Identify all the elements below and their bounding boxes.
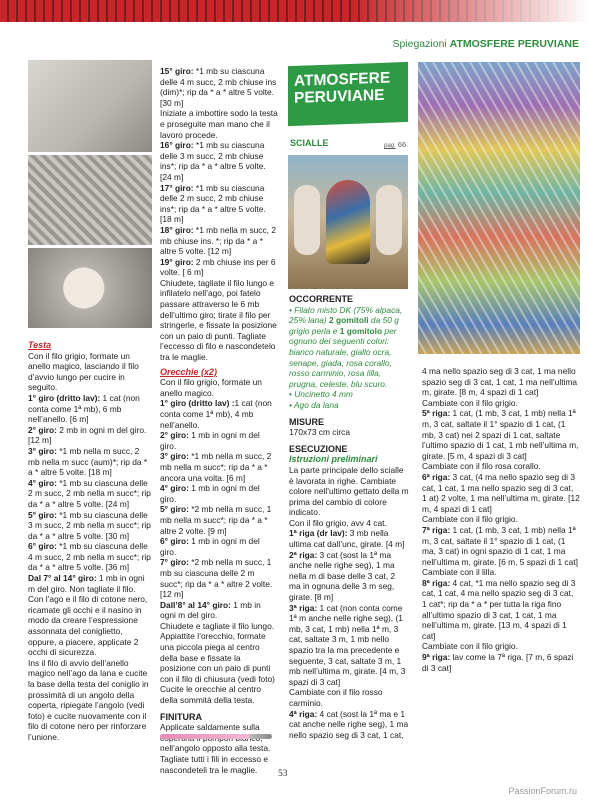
title-banner [288, 62, 408, 126]
testa-row-4: 4° giro: *1 mb su ciascuna delle 2 m succ, 2 mb nella m succ*; rip da * a * altre 5 volte. [24 m] [28, 477, 151, 509]
header-section: Spiegazioni [392, 38, 447, 50]
testa-sew: Ins il filo di avvio dell’anello magico nell’ago da lana e cucite la base della testa del coniglio in prossimità di un angolo della coperta, ripiegate l’angolo (vedi foto) e cucite nuovamente con il filo di cotone nero per rinforzare l’unione. [28, 657, 149, 742]
column-4 [422, 366, 580, 673]
orecchie-row-3: 3° giro: *1 mb nella m succ, 2 mb nella m succ*; rip da * a * ancora una volta. [6 m] [160, 451, 272, 483]
color-change-grey-1: Cambiate con il filo grigio. [422, 397, 518, 408]
testa-row-19: 19° giro: 2 mb chiuse ins per 6 volte. [ 6 m] [160, 256, 276, 278]
shawl-swatch-photo [418, 62, 580, 354]
top-bar-fade [0, 0, 589, 22]
model-figure [326, 180, 370, 264]
testa-row-17: 17° giro: *1 mb su ciascuna delle 2 m succ, 2 mb chiuse ins*; rip da * a * altre 5 volte. [18 m] [160, 182, 266, 225]
testa-row-1: 1° giro (dritto lav): 1 cat (non conta come 1ª mb), 6 mb nell’anello. [6 m] [28, 392, 140, 425]
scialle-start: Con il filo grigio, avv 4 cat. [289, 517, 387, 528]
orecchie-row-2: 2° giro: 1 mb in ogni m del giro. [160, 430, 260, 451]
heading-misure: MISURE [289, 416, 325, 427]
scialle-row-5: 5ª riga: 1 cat, (1 mb, 3 cat, 1 mb) nella 1ª m, 3 cat, saltate il 1° spazio di 1 cat, (1 mb, 3 cat) nei 2 spazi di 1 cat, saltate l’ultimo spazio di 1 cat, 1 mb nell’ultima m, girate. [5 m, 4 spazi di 3 cat] [422, 408, 579, 461]
orecchie-sew: Cucite le orecchie al centro della sommità della testa. [160, 684, 262, 706]
finitura-text: Applicate saldamente sulla nell’angolo opposto alla testa. Tagliate tutti i fili in eccesso e nascondeteli tra le maglie. [160, 722, 271, 775]
scialle-row-4: 4ª riga: 4 cat (sost la 1ª ma e 1 cat anche nelle righe seg), 1 ma nello spazio seg di 3 cat, 1 cat, [289, 708, 409, 740]
testa-row-15: 15° giro: *1 mb su ciascuna delle 4 m succ, 2 mb chiuse ins (dim)*; rip da * a * altre 5 volte. [30 m] [160, 66, 277, 108]
heading-orecchie: Orecchie (x2) [160, 366, 218, 377]
bunny-head-photo [28, 60, 152, 152]
scialle-row-8: 8ª riga: 4 cat, *1 ma nello spazio seg di 3 cat, 1 cat, 4 ma nello spazio seg di 3 cat, 1 cat*; rip da * a * per tutta la riga fino all’ultimo spazio di 3 cat, 1 cat, 1 ma nell’ultima m, girate. [13 m, 4 spazi di 1 cat] [422, 577, 576, 641]
materials-needle: • Ago da lana [289, 399, 339, 410]
heading-occorrente: OCCORRENTE [289, 294, 354, 304]
column-3 [289, 294, 409, 740]
stuffing-note: Iniziate a imbottire sodo la testa e proseguite man mano che il lavoro procede. [160, 108, 278, 140]
testa-close: Chiudete, tagliate il filo lungo e infilatelo nell’ago, poi fatelo passare attraverso le 6 mb dell’ultimo giro; tirate il filo per stringerle, e fissate la posizione con un paio di punti. Tagliate l’eccesso di filo e nascondetelo tra le maglie. [160, 277, 277, 363]
color-change-red: Cambiate con il filo rosso carminio. [289, 687, 383, 708]
scialle-row-7: 7ª riga: 1 cat, (1 mb, 3 cat, 1 mb) nella 1ª m, 3 cat, saltate il 1° spazio di 1 cat, (1 ma, 3 cat) in ogni spazio di 1 cat, 1 ma nell’ultima m, girate. [6 m, 5 spazi di 1 cat] [422, 524, 578, 567]
testa-row-7-14: Dal 7° al 14° giro: 1 mb in ogni m del giro. Non tagliate il filo. [28, 573, 145, 594]
watermark: PassionForum.ru [508, 786, 577, 796]
scialle-row-2: 2ª riga: 3 cat (sost la 1ª ma anche nelle righe seg), 1 ma nella m di base delle 3 cat, 2 ma in ognuna delle 3 m seg, girate. [8 m] [289, 549, 396, 603]
misure-value: 170x73 cm circa [289, 427, 350, 438]
orecchie-intro: Con il filo grigio, formate un anello magico. [160, 377, 262, 398]
model-photo [288, 155, 408, 289]
materials-hook: • Uncinetto 4 mm [289, 389, 353, 400]
column-1 [28, 336, 152, 743]
heading-esecuzione: ESECUZIONE [289, 443, 348, 454]
page-header [392, 38, 579, 50]
testa-row-18: 18° giro: *1 mb nella m succ, 2 mb chiuse ins. *; rip da * a * altre 5 volte. [12 m] [160, 224, 276, 257]
color-change-lilac: Cambiate con il lilla. [422, 567, 497, 578]
alpaca-right [376, 185, 402, 255]
orecchie-close: Chiudete e tagliate il filo lungo. Appiattite l’orecchio, formate una piccola piega al centro della base e fissate la posizione con un paio di punti con il filo di chiusura (vedi foto) [160, 620, 275, 684]
heading-istruzioni: Istruzioni preliminari [289, 454, 378, 465]
orecchie-row-5: 5° giro: *2 mb nella m succ, 1 mb nella m succ*; rip da * a * altre 2 volte. [9 m] [160, 504, 272, 536]
orecchie-row-8-14: Dall’8° al 14° giro: 1 mb in ogni m del giro. [160, 599, 261, 621]
testa-row-3: 3° giro: *1 mb nella m succ, 2 mb nella m succ (aum)*; rip da * a * altre 5 volte. [18 m] [28, 445, 148, 478]
scialle-row-9: 9ª riga: lav come la 7ª riga. [7 m, 6 spazi di 3 cat] [422, 652, 574, 673]
istruzioni-text: La parte principale dello scialle è lavorata in righe. Cambiate colore nell’ultimo gettato della m prima del cambio di colore indicato. [289, 464, 409, 518]
testa-row-2: 2° giro: 2 mb in ogni m del giro. [12 m] [28, 424, 147, 446]
heading-finitura: FINITURA [160, 711, 202, 722]
color-change-coral: Cambiate con il filo rosa corallo. [422, 461, 541, 472]
alpaca-left [294, 185, 320, 255]
orecchie-row-7: 7° giro: *2 mb nella m succ, 1 mb su ciascuna delle 2 m succ*; rip da * a * altre 2 volte. [12 m] [160, 557, 273, 600]
blanket-photo [28, 155, 152, 245]
heading-testa: Testa [28, 340, 52, 350]
banner-line-1: ATMOSFERE [294, 69, 391, 90]
color-change-grey-2: Cambiate con il filo grigio. [422, 514, 518, 525]
page-number: 53 [278, 769, 288, 779]
testa-row-6: 6° giro: *1 mb su ciascuna delle 4 m succ, 2 mb nella m succ*; rip da * a * altre 5 volte. [36 m] [28, 541, 151, 573]
orecchie-row-4: 4° giro: 1 mb in ogni m del giro. [160, 483, 260, 504]
pompon-photo [28, 248, 152, 328]
scialle-row-6: 6ª riga: 3 cat, (4 ma nello spazio seg di 3 cat, 1 cat, 1 ma nello spazio seg di 3 cat, 1 at) 2 volte, 1 ma nell’ultima m, girate. [12 m, 4 spazi di 1 cat] [422, 471, 580, 514]
crochet-hook-image [160, 734, 272, 739]
orecchie-row-1: 1° giro (dritto lav) :1 cat (non conta come 1ª mb), 4 mb nell’anello. [160, 398, 272, 430]
banner-line-2: PERUVIANE [294, 86, 385, 107]
testa-row-5: 5° giro: *1 mb su ciascuna delle 3 m succ, 2 mb nella m succ*; rip da * a * altre 5 volte. [30 m] [28, 509, 151, 541]
scialle-row-4-cont: 4 ma nello spazio seg di 3 cat, 1 ma nello spazio seg di 3 cat, 1 cat, 1 ma nell’ultima m, girate. [8 m, 4 spazi di 1 cat] [422, 366, 578, 398]
scialle-row-3: 3ª riga: 1 cat (non conta come 1ª m anche nelle righe seg), (1 mb, 3 cat, 1 mb) nella 1ª m, 3 cat, saltate 3 m, 1 mb nello spazio tra la ma precedente e seguente, 3 cat, saltate 3 m, 1 mb nell’ultima m, girate. [4 m, 3 spazi di 3 cat] [289, 602, 406, 687]
color-change-grey-3: Cambiate con il filo grigio. [422, 641, 518, 652]
page-reference: pag. 66 [384, 140, 407, 149]
orecchie-row-6: 6° giro: 1 mb in ogni m del giro. [160, 536, 260, 557]
scialle-label: SCIALLE [290, 138, 329, 148]
materials-yarn: • Filato misto DK (75% alpaca, 25% lana) 2 gomitoli da 50 g grigio perla e 1 gomitolo per ognuno dei seguenti colori: bianco naturale, giallo ocra, senape, giada, rosa corallo, rosso carminio, rosa lilla, prugna, celeste, blu scuro. [289, 304, 403, 389]
testa-row-16: 16° giro: *1 mb su ciascuna delle 3 m succ, 2 mb chiuse ins*; rip da * a * altre 5 volte. [24 m] [160, 140, 266, 182]
testa-eyes: Con l’ago e il filo di cotone nero, ricamate gli occhi e il nasino in modo da creare l’espressione assonnata del coniglietto, oppure, a piacere, applicate 2 occhi di sicurezza. [28, 594, 148, 658]
column-2 [160, 66, 278, 775]
header-title: ATMOSFERE PERUVIANE [449, 38, 579, 50]
testa-intro: Con il filo grigio, formate un anello magico, lasciando il filo d’avvio lungo per cucire in seguito. [28, 350, 139, 393]
scialle-row-1: 1ª riga (dr lav): 3 mb nella ultima cat dall’unc, girate. [4 m] [289, 528, 405, 550]
